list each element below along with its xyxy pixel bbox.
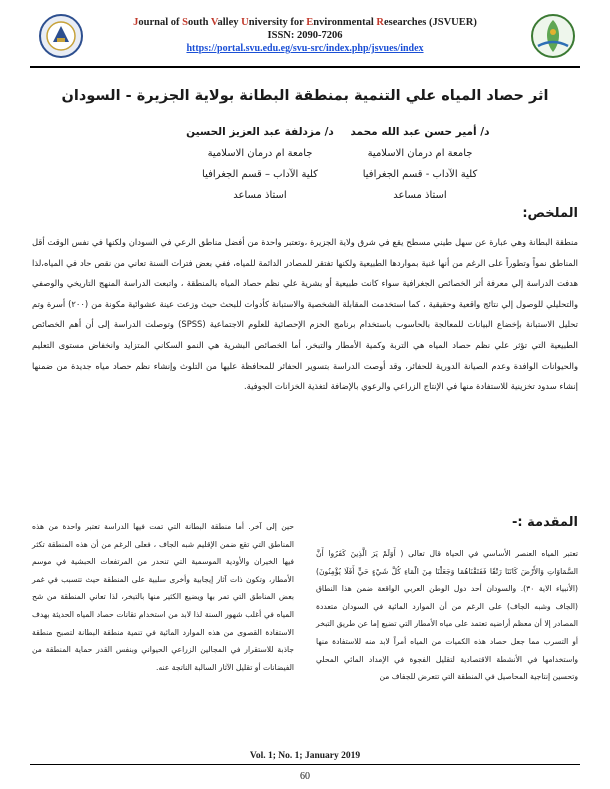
university-logo-icon	[38, 12, 84, 60]
abstract-body: منطقة البطانة وهي عبارة عن سهل طيني مسطح يقع في شرق ولاية الجزيرة ،وتعتبر واحدة من أفضل مناطق الرعي في السودان ولكنها في نفس الوقت أقل المناطق نمواً وتطوراً على الرغم من أنها غنية بمواردها الطبيعية ولكنها تفتقر للمصادر الدائمة للمياه، ففي بعض فترات السنة تعاني من نقص حاد في المياه،لذا هدفت الدراسة إلي معرفة أثر الخصائص الجغرافية سواء كانت طبيعية أو بشرية علي نظم حصاد المياه بالمنطقة ، واتبعت الدراسة المنهج التاريخي والوصفي والتحليلي للوصول إلي نتائج واقعية وحقيقية ، كما استخدمت المقابلة الشخصية والاستبانة كأدوات للبحث حيث وزعت عينة عشوائية مكونة من (٢٠٠) أسرة وتم تحليل الاستبانة بإخضاع البيانات للمعالجة بالحاسوب باستخدام برنامج الحزم الإحصائية للعلوم الاجتماعية (SPSS) وتوصلت الدراسة إلى أن أهم الخصائص الطبيعية التي تؤثر علي نظم حصاد المياه هي التربة وكمية الأمطار والتبخر، أما الخصائص البشرية هي النمو السكاني المتزايد وانخفاض مستوى التعليم والحيوانات الوافدة وعدم الصيانة الدورية للحفائر، وقد أوصت الدراسة بتسوير الحفائر للمحافظة عليها من التلوث وإنشاء نظم حصاد مياه جديدة من ضمنها إنشاء سدود تخزينية للاستفادة منها في الإنتاج الزراعي والرعوي بالإضافة لتغذية الخزانات الجوفية.	[32, 237, 578, 392]
author-department: كلية الآداب - قسم الجغرافيا	[362, 169, 478, 180]
introduction-heading: المقدمة :-	[512, 515, 578, 530]
journal-url-link[interactable]: https://portal.svu.edu.eg/svu-src/index.php/jsvues/index	[186, 43, 424, 54]
journal-header	[30, 12, 580, 64]
journal-title: Journal of South Valley University for Environmental Researches (JSVUER)	[133, 17, 477, 28]
author-name: د/ مزدلفة عبد العزيز الحسين	[186, 126, 334, 138]
header-divider	[30, 66, 580, 68]
author-affiliation: جامعة ام درمان الاسلامية	[367, 148, 473, 159]
author-rank: استاذ مساعد	[393, 190, 447, 201]
volume-info: Vol. 1; No. 1; January 2019	[249, 751, 361, 761]
abstract-heading: الملخص:	[522, 206, 578, 221]
journal-logo-icon	[530, 12, 576, 60]
page-number: 60	[300, 771, 310, 782]
footer-divider	[30, 764, 580, 765]
intro-column-left: حين إلى آخر. أما منطقة البطانة التي تمت فيها الدراسة تعتبر واحدة من هذه المناطق التي تقع ضمن الإقليم شبه الجاف ، فعلى الرغم من أن هذه المنطقة تكثر فيها الخيران والأودية الموسمية التي تنحدر من المرتفعات الحبشية في موسم الأمطار، وتكون ذات آثار إيجابية وأخرى سلبية على المنطقة حيث تتسبب في غمر بعض المناطق التي تمر بها ويضيع الكثير منها بالتبخر، لذا تعاني المنطقة من شح المياه في أغلب شهور السنة لذا لابد من استخدام تقانات حصاد المياه الحديثة بهدف الاستفادة القصوى من هذه الموارد المائية في تنمية منطقة البطانة لتصبح منطقة جاذبة للاستقرار في المجالين الزراعي الحيواني وبنفس القدر حماية المنطقة من الفيضانات أو تقليل الآثار السالبة الناتجة عنه.	[32, 522, 294, 672]
intro-column-right: تعتبر المياه العنصر الأساسي في الحياة قال تعالى ( أَوَلَمْ يَرَ الَّذِينَ كَفَرُوا أَنَّ السَّمَاوَاتِ وَالأَرْضَ كَانَتَا رَتْقًا فَفَتَقْنَاهُمَا وَجَعَلْنَا مِنَ الْمَاءِ كُلَّ شَيْءٍ حَيٍّ أَفَلَا يُؤْمِنُونَ) (الأنبياء الاية ٣٠). والسودان أحد دول الوطن العربي الواقعة ضمن هذا النطاق (الجاف وشبه الجاف) على الرغم من أن الموارد المائية في السودان متعددة المصادر إلا أن معظم أراضيه تعتمد على مياه الأمطار التي تضيع إما عن طريق التبخر أو التسرب مما جعل حصاد هذه الكميات من المياه أمراً لابد منه للاستفادة منها واستخدامها في الأنشطة الاقتصادية لتقليل الفجوة في الإمداد المائي المحلي وتحسين إنتاجية المحاصيل في المنطقة التي تتعرض للجفاف من	[316, 549, 578, 682]
author-department: كلية الآداب – قسم الجغرافيا	[202, 169, 318, 180]
author-affiliation: جامعة ام درمان الاسلامية	[207, 148, 313, 159]
author-name: د/ أمير حسن عبد الله محمد	[350, 126, 490, 138]
journal-issn: ISSN: 2090-7206	[267, 30, 343, 41]
paper-title: اثر حصاد المياه علي التنمية بمنطقة البطانة بولاية الجزيرة - السودان	[61, 88, 549, 104]
journal-header-text	[90, 16, 520, 55]
author-block-2	[160, 122, 360, 206]
author-rank: استاذ مساعد	[233, 190, 287, 201]
